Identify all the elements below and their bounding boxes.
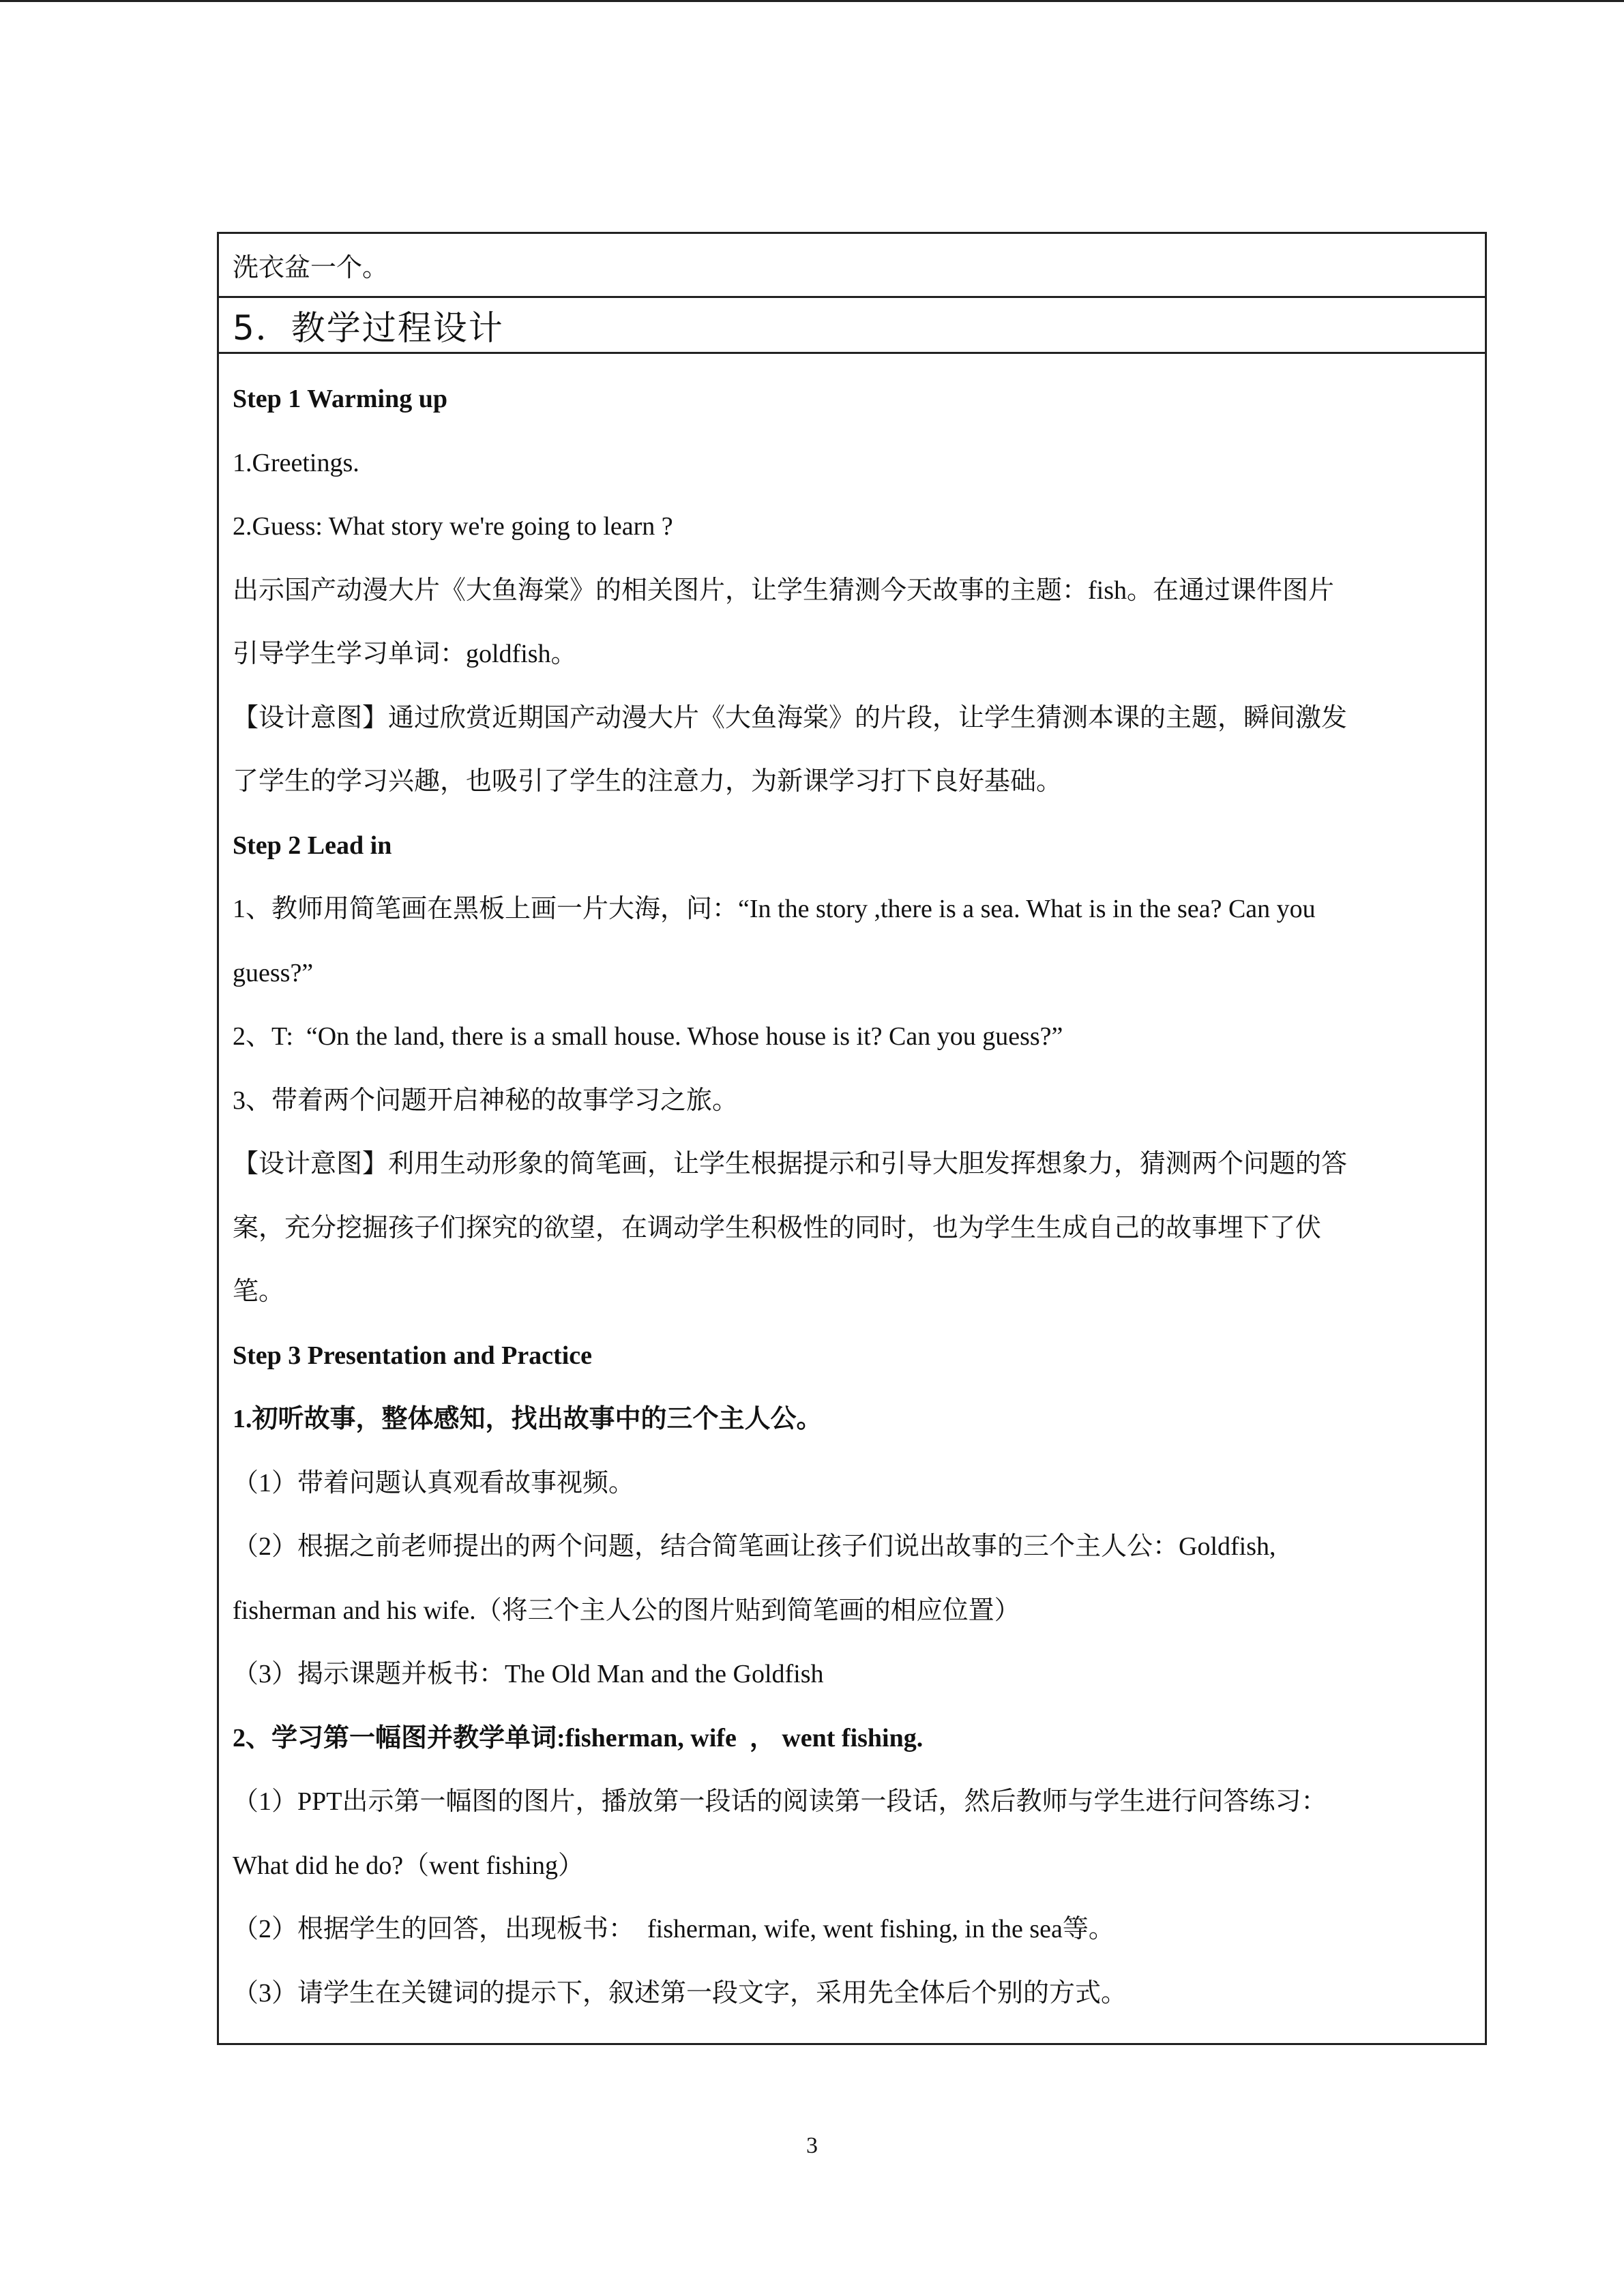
page-top-rule — [0, 0, 1624, 2]
heading-line: 2、学习第一幅图并教学单词:fisherman, wife ， went fishing. — [233, 1723, 924, 1753]
text-line: 3、带着两个问题开启神秘的故事学习之旅。 — [233, 1086, 739, 1115]
text-line: （3）请学生在关键词的提示下，叙述第一段文字，采用先全体后个别的方式。 — [233, 1978, 1127, 2008]
text-line: （1）带着问题认真观看故事视频。 — [233, 1468, 635, 1497]
text-line: 2、T: “On the land, there is a small house. Whose house is it? Can you guess?” — [233, 1022, 1063, 1051]
text-line: 出示国产动漫大片《大鱼海棠》的相关图片，让学生猜测今天故事的主题：fish。在通过课件图片 — [233, 576, 1335, 605]
text-line: 引导学生学习单词：goldfish。 — [233, 640, 577, 668]
text-line: （1）PPT出示第一幅图的图片，播放第一段话的阅读第一段话，然后教师与学生进行问答练习： — [233, 1787, 1327, 1816]
section-heading: 5．教学过程设计 — [233, 308, 504, 348]
text-line: What did he do?（went fishing） — [233, 1851, 585, 1880]
text-line: 1.Greetings. — [233, 448, 359, 477]
heading-line: Step 1 Warming up — [233, 385, 447, 413]
text-line: （3）揭示课题并板书：The Old Man and the Goldfish — [233, 1660, 824, 1688]
heading-line: Step 2 Lead in — [233, 831, 392, 860]
text-line: 案，充分挖掘孩子们探究的欲望，在调动学生积极性的同时，也为学生生成自己的故事埋下了伏 — [233, 1213, 1322, 1242]
text-line: fisherman and his wife.（将三个主人公的图片贴到简笔画的相应位置） — [233, 1596, 1020, 1625]
text-line: 笔。 — [233, 1277, 285, 1306]
text-line: guess?” — [233, 958, 314, 987]
materials-text: 洗衣盆一个。 — [233, 254, 389, 282]
text-line: 了学生的学习兴趣，也吸引了学生的注意力，为新课学习打下良好基础。 — [233, 767, 1063, 796]
text-line: 【设计意图】利用生动形象的简笔画，让学生根据提示和引导大胆发挥想象力，猜测两个问题的答 — [233, 1150, 1348, 1178]
lesson-plan-table — [217, 232, 1487, 2045]
teaching-process-body — [219, 354, 1485, 2043]
text-line: （2）根据学生的回答，出现板书： fisherman, wife, went fishing, in the sea等。 — [233, 1915, 1114, 1943]
materials-row — [219, 234, 1485, 298]
text-line: 2.Guess: What story we're going to learn ? — [233, 512, 673, 541]
heading-line: Step 3 Presentation and Practice — [233, 1341, 592, 1370]
text-line: 1、教师用简笔画在黑板上画一片大海，问：“In the story ,there is a sea. What is in the sea? Can you — [233, 895, 1316, 923]
section-heading-row — [219, 298, 1485, 354]
page-number: 3 — [806, 2133, 818, 2158]
text-line: （2）根据之前老师提出的两个问题，结合简笔画让孩子们说出故事的三个主人公：Goldfish, — [233, 1532, 1276, 1561]
text-line: 【设计意图】通过欣赏近期国产动漫大片《大鱼海棠》的片段，让学生猜测本课的主题，瞬间激发 — [233, 703, 1348, 732]
heading-line: 1.初听故事，整体感知，找出故事中的三个主人公。 — [233, 1405, 823, 1433]
